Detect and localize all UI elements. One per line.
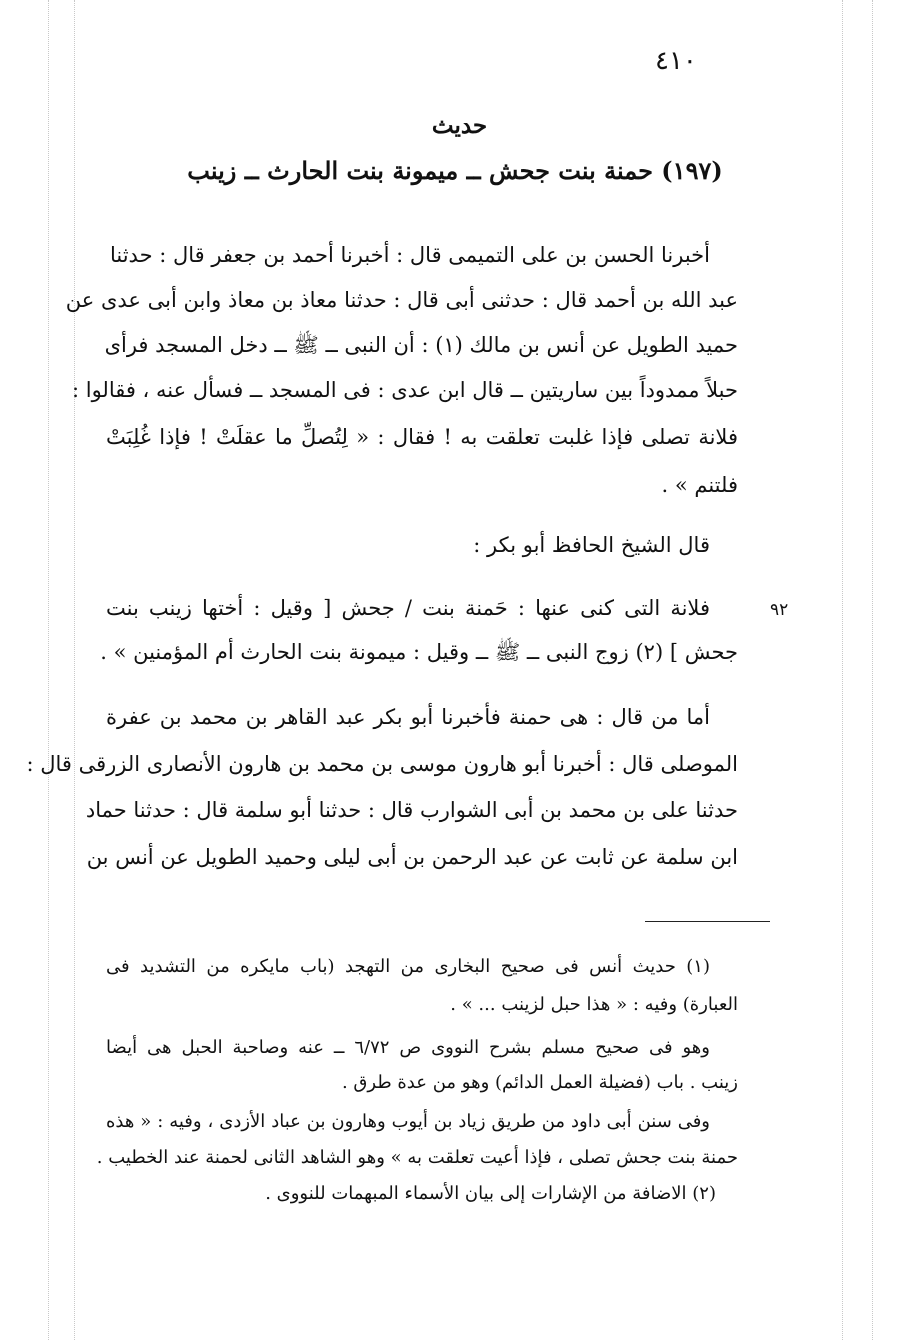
footnote-line: وهو فى صحيح مسلم بشرح النووى ص ٦/٧٢ ــ عنه وصاحبة الحبل هى أيضا — [106, 1037, 710, 1058]
footnote-line: حمنة بنت جحش تصلى ، فإذا أعيت تعلقت به » وهو الشاهد الثانى لحمنة عند الخطيب . — [96, 1147, 738, 1168]
page-edge-dots — [48, 0, 49, 1340]
page-number: ٤١٠ — [655, 46, 697, 76]
body-line: فلتنم » . — [661, 473, 738, 497]
body-line: حدثنا على بن محمد بن أبى الشوارب قال : حدثنا أبو سلمة قال : حدثنا حماد — [85, 798, 738, 822]
body-line: الموصلى قال : أخبرنا أبو هارون موسى بن محمد بن هارون الأنصارى الزرقى قال : — [26, 752, 738, 776]
page-edge-dots — [74, 0, 75, 1340]
body-line: فلانة تصلى فإذا غلبت تعلقت به ! فقال : « لِتُصلِّ ما عقلَتْ ! فإذا غُلِبَتْ — [106, 425, 738, 449]
entry-heading: (١٩٧) حمنة بنت جحش ــ ميمونة بنت الحارث ــ زينب — [187, 156, 723, 185]
body-line: حميد الطويل عن أنس بن مالك (١) : أن النبى ــ ﷺ ــ دخل المسجد فرأى — [104, 333, 738, 357]
body-line: عبد الله بن أحمد قال : حدثنى أبى قال : حدثنا معاذ بن معاذ وابن أبى عدى عن — [65, 288, 738, 312]
body-line: حبلاً ممدوداً بين ساريتين ــ قال ابن عدى : فى المسجد ــ فسأل عنه ، فقالوا : — [71, 378, 738, 402]
body-line: قال الشيخ الحافظ أبو بكر : — [473, 533, 710, 557]
page-edge-dots — [872, 0, 873, 1340]
page-edge-dots — [842, 0, 843, 1340]
margin-page-reference: ٩٢ — [770, 600, 789, 620]
footnote-line: العبارة) وفيه : « هذا حبل لزينب ... » . — [450, 994, 738, 1015]
footnote-line: (٢) الاضافة من الإشارات إلى بيان الأسماء المبهمات للنووى . — [265, 1183, 716, 1204]
body-line: أما من قال : هى حمنة فأخبرنا أبو بكر عبد القاهر بن محمد بن عفرة — [106, 705, 710, 729]
footnote-line: زينب . باب (فضيلة العمل الدائم) وهو من عدة طرق . — [341, 1072, 738, 1093]
body-line: ابن سلمة عن ثابت عن عبد الرحمن بن أبى ليلى وحميد الطويل عن أنس بن — [86, 845, 738, 869]
body-line: جحش ] (٢) زوج النبى ــ ﷺ ــ وقيل : ميمونة بنت الحارث أم المؤمنين » . — [100, 640, 738, 664]
footnote-line: (١) حديث أنس فى صحيح البخارى من التهجد (باب مايكره من التشديد فى — [106, 956, 710, 977]
section-heading: حديث — [431, 112, 488, 139]
body-line: أخبرنا الحسن بن على التميمى قال : أخبرنا أحمد بن جعفر قال : حدثنا — [109, 243, 710, 267]
footnote-line: وفى سنن أبى داود من طريق زياد بن أيوب وهارون بن عباد الأزدى ، وفيه : « هذه — [106, 1111, 710, 1132]
body-line: فلانة التى كنى عنها : حَمنة بنت / جحش [ وقيل : أختها زينب بنت — [106, 596, 710, 620]
footnote-separator — [645, 921, 770, 922]
